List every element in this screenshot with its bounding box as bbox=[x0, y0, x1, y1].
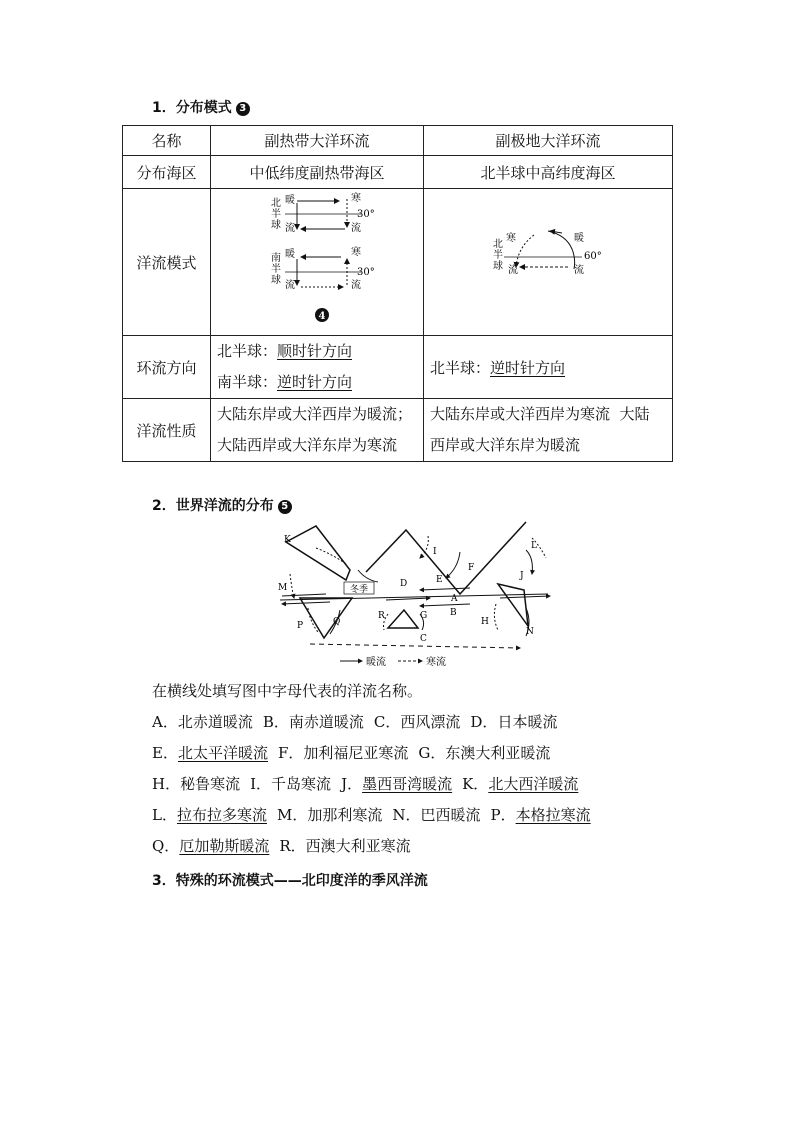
n-char-1: 北 bbox=[271, 198, 281, 209]
answer-key: F． bbox=[277, 744, 304, 762]
section1-title: 1．分布模式 bbox=[152, 100, 232, 116]
continent-south-america bbox=[498, 584, 528, 626]
answer-value: 日本暖流 bbox=[497, 713, 558, 731]
answer-value: 厄加勒斯暖流 bbox=[179, 837, 270, 855]
nature-subtropical bbox=[211, 399, 424, 462]
letter-k: K bbox=[284, 535, 291, 545]
current-pattern-table bbox=[122, 125, 673, 462]
p-flow-label-right: 流 bbox=[574, 265, 584, 276]
letter-m: M bbox=[278, 583, 288, 593]
answer-value: 北大西洋暖流 bbox=[488, 775, 579, 793]
answer-key: Q． bbox=[152, 837, 180, 855]
answer-value: 北太平洋暖流 bbox=[177, 744, 268, 762]
answer-key: H． bbox=[152, 775, 181, 793]
p-char-1: 北 bbox=[493, 239, 503, 250]
letter-d: D bbox=[400, 579, 408, 589]
s-char-3: 球 bbox=[271, 275, 281, 286]
region-subpolar: 北半球中高纬度海区 bbox=[424, 156, 673, 189]
letter-b: B bbox=[450, 608, 457, 618]
continent-pacific-coasts bbox=[366, 522, 526, 594]
marker-5-icon: 5 bbox=[278, 500, 292, 514]
s-char-1: 南 bbox=[271, 253, 281, 264]
answer-value: 千岛寒流 bbox=[271, 775, 332, 793]
s-char-2: 半 bbox=[271, 264, 281, 275]
table-row-nature bbox=[123, 399, 673, 462]
current-d-curve bbox=[358, 570, 378, 582]
answer-key: A． bbox=[152, 713, 178, 731]
letter-e: E bbox=[436, 575, 443, 585]
direction-subtropical bbox=[211, 336, 424, 399]
nature-subpolar bbox=[424, 399, 673, 462]
answer-key: E． bbox=[152, 744, 178, 762]
current-f-curve bbox=[446, 552, 460, 578]
world-currents-map bbox=[270, 518, 560, 670]
current-h-curve bbox=[494, 604, 498, 630]
letter-g: G bbox=[420, 611, 428, 621]
subpolar-diagram-cell bbox=[424, 189, 673, 336]
header-subpolar: 副极地大洋环流 bbox=[424, 126, 673, 156]
answer-value: 加那利寒流 bbox=[307, 806, 383, 824]
p-cold-label: 寒 bbox=[506, 233, 516, 244]
answer-value: 秘鲁寒流 bbox=[180, 775, 241, 793]
p-char-2: 半 bbox=[493, 250, 503, 261]
table-header-row bbox=[123, 126, 673, 156]
letter-h: H bbox=[481, 617, 489, 627]
direction-north-line bbox=[217, 336, 417, 367]
answer-value: 巴西暖流 bbox=[420, 806, 481, 824]
row-label-nature: 洋流性质 bbox=[123, 399, 211, 462]
answer-key: B． bbox=[262, 713, 289, 731]
s-flow-label-right: 流 bbox=[351, 280, 361, 291]
direction-north-pre: 北半球： bbox=[217, 342, 278, 360]
current-b-arrow bbox=[420, 604, 470, 606]
answer-line bbox=[152, 835, 411, 856]
current-k-curve bbox=[316, 548, 346, 564]
header-name: 名称 bbox=[123, 126, 211, 156]
answer-value: 东澳大利亚暖流 bbox=[445, 744, 551, 762]
answer-value: 北赤道暖流 bbox=[177, 713, 253, 731]
answer-value: 南赤道暖流 bbox=[288, 713, 364, 731]
answer-key: M． bbox=[276, 806, 308, 824]
p-flow-label-left: 流 bbox=[508, 265, 518, 276]
direction-north-answer: 顺时针方向 bbox=[277, 342, 353, 360]
answer-key: J． bbox=[341, 775, 363, 793]
answer-key: G． bbox=[418, 744, 446, 762]
table-row-pattern bbox=[123, 189, 673, 336]
p-cold-arrow bbox=[516, 235, 534, 267]
marker-3-icon: 3 bbox=[236, 102, 250, 116]
section1-heading bbox=[152, 97, 250, 117]
legend-warm-label: 暖流 bbox=[366, 657, 386, 668]
p-char-3: 球 bbox=[493, 261, 503, 272]
answer-key: L． bbox=[152, 806, 177, 824]
n-cold-label: 寒 bbox=[351, 193, 361, 204]
row-label-region: 分布海区 bbox=[123, 156, 211, 189]
answer-value: 墨西哥湾暖流 bbox=[362, 775, 453, 793]
row-label-direction: 环流方向 bbox=[123, 336, 211, 399]
letter-c: C bbox=[420, 634, 427, 644]
section3-heading: 3．特殊的环流模式——北印度洋的季风洋流 bbox=[152, 873, 428, 889]
continent-africa bbox=[300, 598, 352, 638]
region-subtropical: 中低纬度副热带海区 bbox=[211, 156, 424, 189]
current-m-curve bbox=[290, 574, 294, 598]
subpolar-gyre-diagram bbox=[424, 189, 672, 331]
answer-key: C． bbox=[373, 713, 401, 731]
answer-line bbox=[152, 711, 557, 732]
s-flow-label-left: 流 bbox=[285, 280, 295, 291]
s-lat-label: 30° bbox=[357, 267, 375, 278]
answer-key: D． bbox=[470, 713, 498, 731]
n-lat-label: 30° bbox=[357, 209, 375, 220]
nature-polar-line-2: 西岸或大洋东岸为暖流 bbox=[430, 436, 581, 454]
direction-south-answer: 逆时针方向 bbox=[277, 373, 353, 391]
continent-north-america-west bbox=[286, 526, 350, 580]
answer-line bbox=[152, 773, 578, 794]
indian-arrow bbox=[386, 598, 430, 600]
continent-australia bbox=[388, 610, 418, 628]
current-j-curve bbox=[526, 550, 532, 574]
answer-value: 拉布拉多寒流 bbox=[176, 806, 267, 824]
answer-value: 西风漂流 bbox=[400, 713, 461, 731]
p-warm-label: 暖 bbox=[574, 233, 584, 244]
letter-r: R bbox=[378, 611, 385, 621]
direction-polar-answer: 逆时针方向 bbox=[490, 358, 566, 377]
answer-value: 西澳大利亚寒流 bbox=[305, 837, 411, 855]
letter-q: Q bbox=[333, 617, 341, 627]
section2-title: 2．世界洋流的分布 bbox=[152, 498, 274, 514]
n-flow-label-right: 流 bbox=[351, 223, 361, 234]
s-cold-label: 寒 bbox=[351, 247, 361, 258]
n-char-3: 球 bbox=[271, 220, 281, 231]
letter-p: P bbox=[297, 621, 304, 631]
direction-south-pre: 南半球： bbox=[217, 373, 278, 391]
p-lat-label: 60° bbox=[584, 251, 602, 262]
nature-polar-line-1: 大陆东岸或大洋西岸为寒流 大陆 bbox=[430, 405, 650, 423]
season-label: 冬季 bbox=[349, 585, 369, 595]
current-a-arrow bbox=[420, 588, 470, 590]
atlantic-south-arrow bbox=[282, 602, 330, 604]
direction-polar-pre: 北半球： bbox=[430, 358, 491, 377]
answer-key: I． bbox=[250, 775, 272, 793]
direction-subpolar bbox=[424, 336, 673, 399]
letter-l: L bbox=[531, 541, 537, 551]
answer-line bbox=[152, 804, 591, 825]
table-row-region bbox=[123, 156, 673, 189]
n-flow-label-left: 流 bbox=[285, 223, 295, 234]
letter-a: A bbox=[451, 594, 458, 604]
n-char-2: 半 bbox=[271, 209, 281, 220]
answer-value: 加利福尼亚寒流 bbox=[303, 744, 409, 762]
answer-line bbox=[152, 742, 550, 763]
letter-n: N bbox=[526, 627, 534, 637]
letter-f: F bbox=[468, 563, 475, 573]
nature-sub-line-1: 大陆东岸或大洋西岸为暖流； bbox=[217, 405, 413, 423]
s-warm-label: 暖 bbox=[285, 249, 295, 260]
answer-key: P． bbox=[490, 806, 516, 824]
answer-key: K． bbox=[462, 775, 489, 793]
answer-key: R． bbox=[279, 837, 306, 855]
answer-key: N． bbox=[392, 806, 421, 824]
subtropical-gyre-diagram bbox=[217, 189, 417, 331]
letter-i: I bbox=[433, 547, 437, 557]
instruction-text: 在横线处填写图中字母代表的洋流名称。 bbox=[152, 682, 423, 700]
marker-4-text: 4 bbox=[318, 311, 326, 322]
row-label-pattern: 洋流模式 bbox=[123, 189, 211, 336]
p-warm-curve bbox=[548, 231, 575, 269]
header-subtropical: 副热带大洋环流 bbox=[211, 126, 424, 156]
direction-south-line bbox=[217, 367, 417, 398]
nature-sub-line-2: 大陆西岸或大洋东岸为寒流 bbox=[217, 436, 398, 454]
legend-cold-label: 寒流 bbox=[426, 657, 446, 668]
section2-heading bbox=[152, 495, 292, 515]
current-c-drift bbox=[310, 644, 520, 648]
answer-value: 本格拉寒流 bbox=[515, 806, 591, 824]
n-warm-label: 暖 bbox=[285, 195, 295, 206]
table-row-direction bbox=[123, 336, 673, 399]
subtropical-diagram-cell bbox=[211, 189, 424, 336]
letter-j: J bbox=[520, 571, 524, 581]
